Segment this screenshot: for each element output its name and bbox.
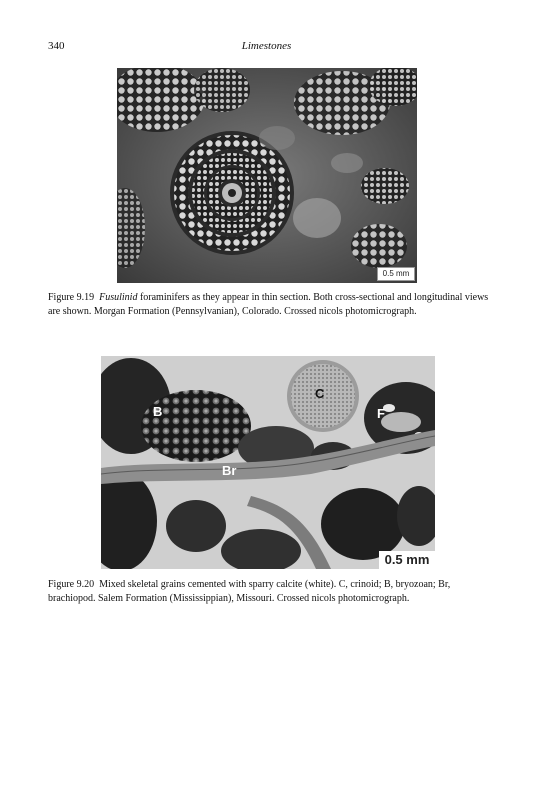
- label-brachiopod: Br: [222, 463, 237, 478]
- caption-italic-term: Fusulinid: [99, 292, 138, 303]
- figure-9-20-photomicrograph: [101, 356, 435, 569]
- label-crinoid: C: [315, 386, 325, 401]
- running-title: Limestones: [241, 40, 292, 52]
- figure-9-19-photomicrograph: [117, 68, 417, 283]
- caption-label: Figure 9.20: [48, 579, 95, 590]
- scale-bar-label: 0.5 mm: [379, 551, 435, 569]
- label-f: F: [377, 406, 385, 421]
- fusulinid-thin-section-image: [117, 68, 417, 283]
- label-bryozoan: B: [153, 404, 163, 419]
- figure-9-20-caption: [48, 578, 498, 606]
- caption-label: Figure 9.19: [48, 292, 95, 303]
- scale-bar-label: 0.5 mm: [377, 267, 415, 281]
- page-number: 340: [48, 40, 65, 52]
- figure-9-19-caption: [48, 291, 498, 319]
- skeletal-grains-thin-section-image: [101, 356, 435, 569]
- caption-text: foraminifers as they appear in thin section. Both cross-sectional and longitudinal views are shown. Morgan Formation (Pennsylvanian), Colorado. Crossed nicols photomicrograph.: [48, 292, 489, 317]
- caption-text: Mixed skeletal grains cemented with sparry calcite (white). C, crinoid; B, bryozoan; Br, brachiopod. Salem Formation (Mississippian), Missouri. Crossed nicols photomicrograph.: [48, 579, 451, 604]
